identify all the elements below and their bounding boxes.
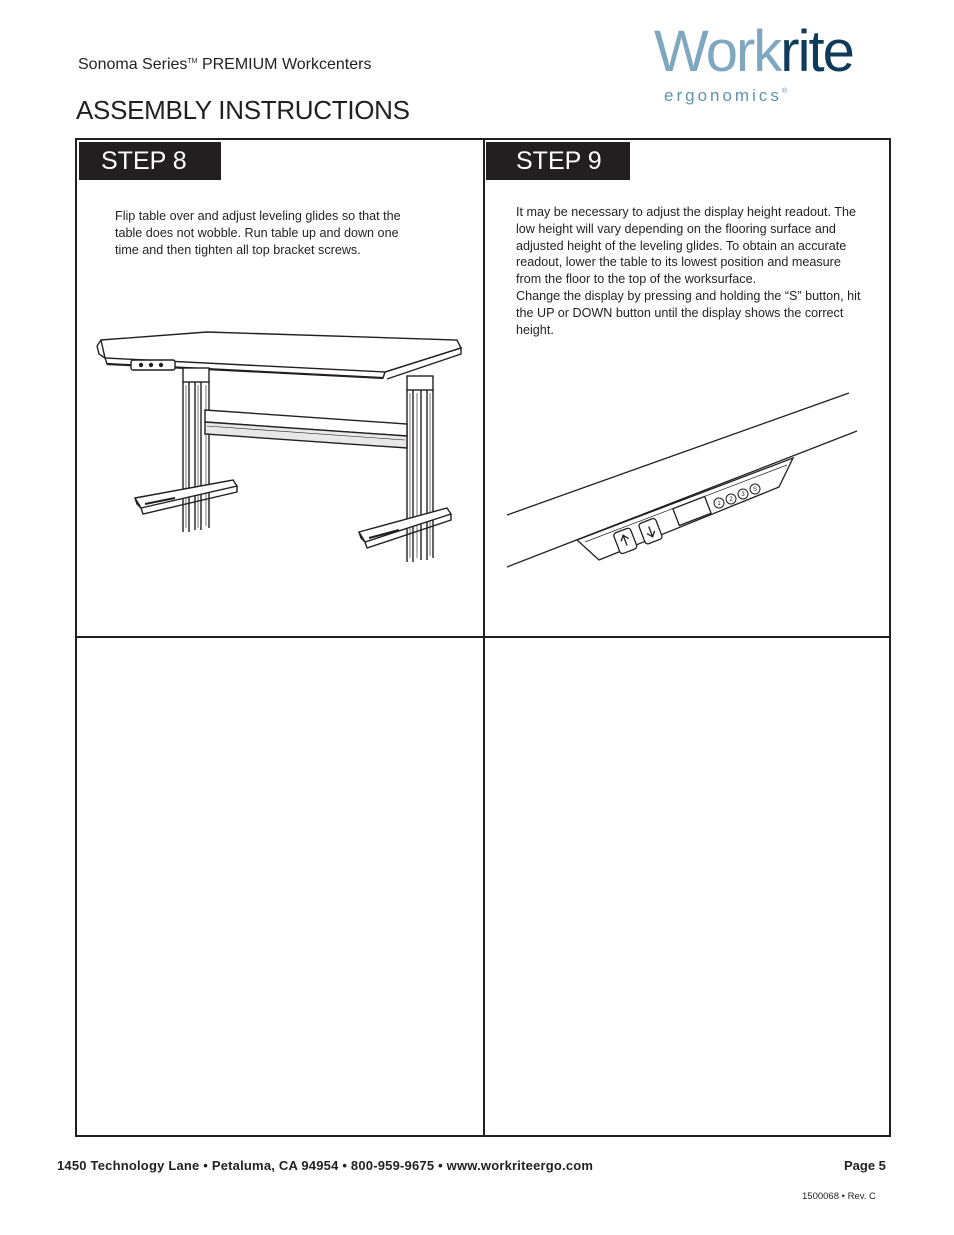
logo-word-part2: rite [780, 19, 853, 84]
logo-tagline [664, 86, 787, 106]
page-title: ASSEMBLY INSTRUCTIONS [76, 95, 410, 125]
instruction-grid [75, 138, 891, 1137]
step-9-paragraph-1: It may be necessary to adjust the display height readout. The low height will vary depending on the flooring surface and adjusted height of the leveling glides. To obtain an accurate readout, lower the table to its lowest position and measure from the floor to the top of the worksurface. [516, 205, 857, 287]
sit-stand-desk-icon [95, 330, 467, 590]
trademark-mark: TM [187, 58, 198, 65]
registered-mark: ® [781, 88, 788, 95]
panel-button-s-label: S [752, 487, 758, 493]
control-panel-icon [497, 385, 882, 575]
panel-button-2-label: 2 [729, 497, 733, 503]
step-8-text: Flip table over and adjust leveling glides so that the table does not wobble. Run table up and down one time and then tighten all top bracket screws. [115, 209, 401, 257]
panel-button-3-label: 3 [741, 492, 745, 498]
logo-wordmark [654, 19, 853, 84]
series-heading [78, 56, 371, 74]
page-number: Page 5 [844, 1158, 886, 1173]
step-9-paragraph-2: Change the display by pressing and holding the “S” button, hit the UP or DOWN button until the display shows the correct height. [516, 288, 861, 337]
workrite-logo [654, 19, 894, 112]
step-8-label: STEP 8 [79, 142, 221, 180]
document-number: 1500068 • Rev. C [802, 1191, 876, 1202]
grid-divider-horizontal [77, 636, 889, 638]
panel-button-1-label: 1 [717, 501, 721, 507]
series-name: Sonoma Series [78, 56, 188, 73]
footer-address: 1450 Technology Lane • Petaluma, CA 94954 • 800-959-9675 • www.workriteergo.com [57, 1158, 594, 1173]
logo-word-part1: Work [654, 19, 781, 84]
step-9-text [516, 204, 861, 338]
step-9-label: STEP 9 [486, 142, 630, 180]
series-suffix: PREMIUM Workcenters [197, 56, 372, 73]
logo-tagline-text: ergonomics [664, 86, 782, 105]
